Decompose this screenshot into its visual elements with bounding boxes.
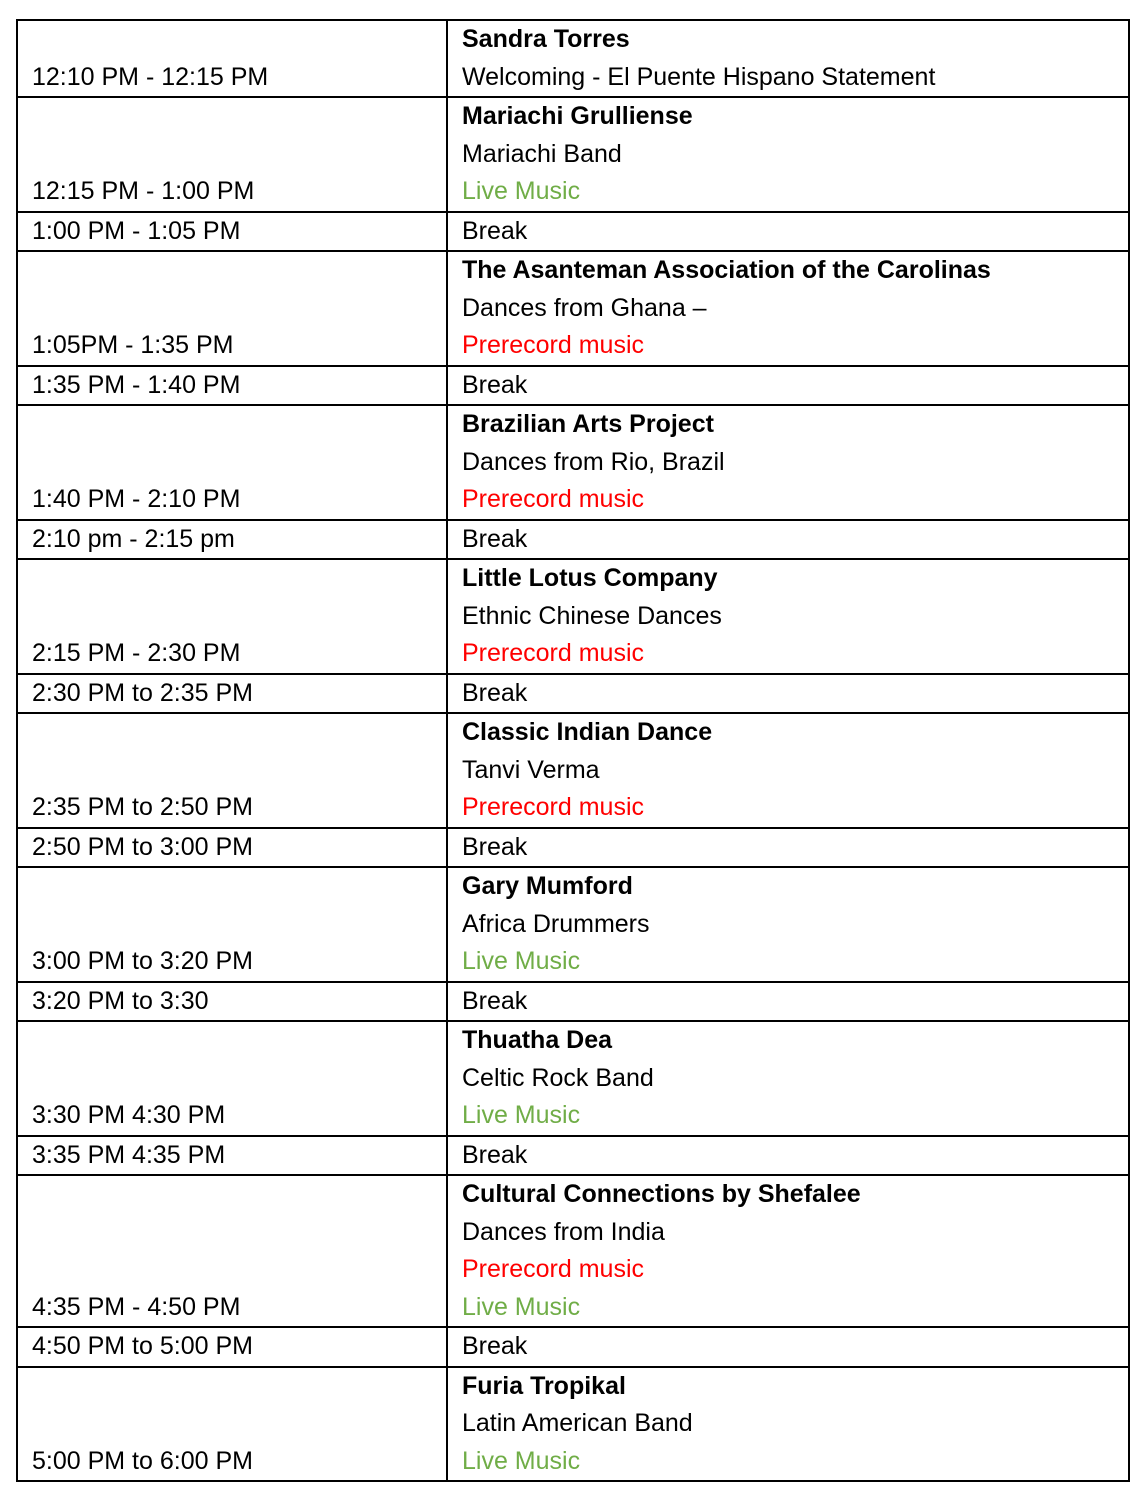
music-type-live: Live Music — [462, 177, 581, 205]
time-slot-cell — [17, 1367, 447, 1482]
break-label: Break — [462, 1140, 528, 1169]
break-label: Break — [462, 678, 528, 707]
time-slot-cell — [17, 405, 447, 520]
act-details-cell — [447, 1367, 1129, 1482]
time-slot: 4:35 PM - 4:50 PM — [32, 1292, 241, 1321]
time-slot: 2:30 PM to 2:35 PM — [32, 678, 253, 707]
performer-name: The Asanteman Association of the Carolinas — [462, 256, 991, 284]
schedule-table-body — [17, 20, 1129, 1481]
act-description: Dances from India — [462, 1217, 665, 1246]
time-slot-cell — [17, 1136, 447, 1176]
act-description: Mariachi Band — [462, 139, 622, 168]
table-row — [17, 559, 1129, 674]
time-slot-cell — [17, 212, 447, 252]
time-slot-cell — [17, 97, 447, 212]
music-type-live: Live Music — [462, 947, 581, 975]
performer-name: Little Lotus Company — [462, 564, 718, 592]
time-slot: 1:05PM - 1:35 PM — [32, 331, 234, 359]
act-details-cell — [447, 713, 1129, 828]
act-details-cell — [447, 251, 1129, 366]
performer-name: Classic Indian Dance — [462, 718, 713, 746]
act-details-cell — [447, 212, 1129, 252]
music-type-prerecord: Prerecord music — [462, 1255, 644, 1283]
time-slot-cell — [17, 713, 447, 828]
table-row — [17, 251, 1129, 366]
act-details-cell — [447, 1327, 1129, 1367]
table-row — [17, 97, 1129, 212]
time-slot: 2:35 PM to 2:50 PM — [32, 793, 253, 821]
time-slot-cell — [17, 520, 447, 560]
act-description: Dances from Rio, Brazil — [462, 447, 725, 476]
performer-name: Mariachi Grulliense — [462, 102, 693, 130]
time-slot: 5:00 PM to 6:00 PM — [32, 1446, 253, 1475]
time-slot: 1:35 PM - 1:40 PM — [32, 370, 241, 399]
table-row — [17, 366, 1129, 406]
schedule-page — [16, 19, 1128, 1482]
act-details-cell — [447, 828, 1129, 868]
time-slot: 12:15 PM - 1:00 PM — [32, 177, 255, 205]
table-row — [17, 405, 1129, 520]
act-description: Tanvi Verma — [462, 755, 600, 784]
break-label: Break — [462, 524, 528, 553]
performer-name: Brazilian Arts Project — [462, 410, 714, 438]
break-label: Break — [462, 986, 528, 1015]
time-slot-cell — [17, 1021, 447, 1136]
performer-name: Sandra Torres — [462, 25, 630, 53]
music-type-prerecord: Prerecord music — [462, 485, 644, 513]
music-type-prerecord: Prerecord music — [462, 639, 644, 667]
time-slot: 1:00 PM - 1:05 PM — [32, 216, 241, 245]
act-details-cell — [447, 867, 1129, 982]
act-details-cell — [447, 520, 1129, 560]
time-slot: 12:10 PM - 12:15 PM — [32, 62, 269, 91]
break-label: Break — [462, 832, 528, 861]
break-label: Break — [462, 370, 528, 399]
time-slot-cell — [17, 828, 447, 868]
time-slot-cell — [17, 559, 447, 674]
table-row — [17, 1021, 1129, 1136]
music-type-live: Live Music — [462, 1292, 581, 1321]
act-details-cell — [447, 1175, 1129, 1327]
act-details-cell — [447, 405, 1129, 520]
act-description: Dances from Ghana – — [462, 293, 707, 322]
act-description: Ethnic Chinese Dances — [462, 601, 722, 630]
music-type-live: Live Music — [462, 1101, 581, 1129]
table-row — [17, 867, 1129, 982]
time-slot: 3:30 PM 4:30 PM — [32, 1101, 226, 1129]
table-row — [17, 674, 1129, 714]
act-description: Welcoming - El Puente Hispano Statement — [462, 62, 936, 91]
time-slot: 3:35 PM 4:35 PM — [32, 1140, 226, 1169]
time-slot: 3:00 PM to 3:20 PM — [32, 947, 253, 975]
act-details-cell — [447, 674, 1129, 714]
table-row — [17, 1175, 1129, 1327]
act-details-cell — [447, 366, 1129, 406]
break-label: Break — [462, 216, 528, 245]
act-description: Africa Drummers — [462, 909, 650, 938]
time-slot-cell — [17, 674, 447, 714]
performer-name: Thuatha Dea — [462, 1026, 613, 1054]
act-details-cell — [447, 97, 1129, 212]
performer-name: Furia Tropikal — [462, 1371, 626, 1400]
table-row — [17, 828, 1129, 868]
time-slot-cell — [17, 867, 447, 982]
time-slot: 2:50 PM to 3:00 PM — [32, 832, 253, 861]
act-details-cell — [447, 20, 1129, 97]
act-description: Latin American Band — [462, 1409, 693, 1437]
time-slot-cell — [17, 1327, 447, 1367]
act-details-cell — [447, 1021, 1129, 1136]
break-label: Break — [462, 1332, 528, 1360]
table-row — [17, 1136, 1129, 1176]
music-type-live: Live Music — [462, 1446, 581, 1475]
table-row — [17, 520, 1129, 560]
act-details-cell — [447, 559, 1129, 674]
time-slot: 3:20 PM to 3:30 — [32, 986, 209, 1015]
time-slot: 2:15 PM - 2:30 PM — [32, 639, 241, 667]
act-description: Celtic Rock Band — [462, 1063, 654, 1092]
table-row — [17, 982, 1129, 1022]
time-slot-cell — [17, 366, 447, 406]
time-slot: 1:40 PM - 2:10 PM — [32, 485, 241, 513]
time-slot: 2:10 pm - 2:15 pm — [32, 524, 235, 553]
schedule-table — [16, 19, 1130, 1482]
table-row — [17, 20, 1129, 97]
music-type-prerecord: Prerecord music — [462, 331, 644, 359]
time-slot-cell — [17, 251, 447, 366]
act-details-cell — [447, 982, 1129, 1022]
table-row — [17, 1367, 1129, 1482]
time-slot-cell — [17, 1175, 447, 1327]
performer-name: Cultural Connections by Shefalee — [462, 1180, 861, 1208]
time-slot: 4:50 PM to 5:00 PM — [32, 1332, 253, 1360]
performer-name: Gary Mumford — [462, 872, 633, 900]
table-row — [17, 212, 1129, 252]
time-slot-cell — [17, 982, 447, 1022]
table-row — [17, 713, 1129, 828]
act-details-cell — [447, 1136, 1129, 1176]
table-row — [17, 1327, 1129, 1367]
music-type-prerecord: Prerecord music — [462, 793, 644, 821]
time-slot-cell — [17, 20, 447, 97]
